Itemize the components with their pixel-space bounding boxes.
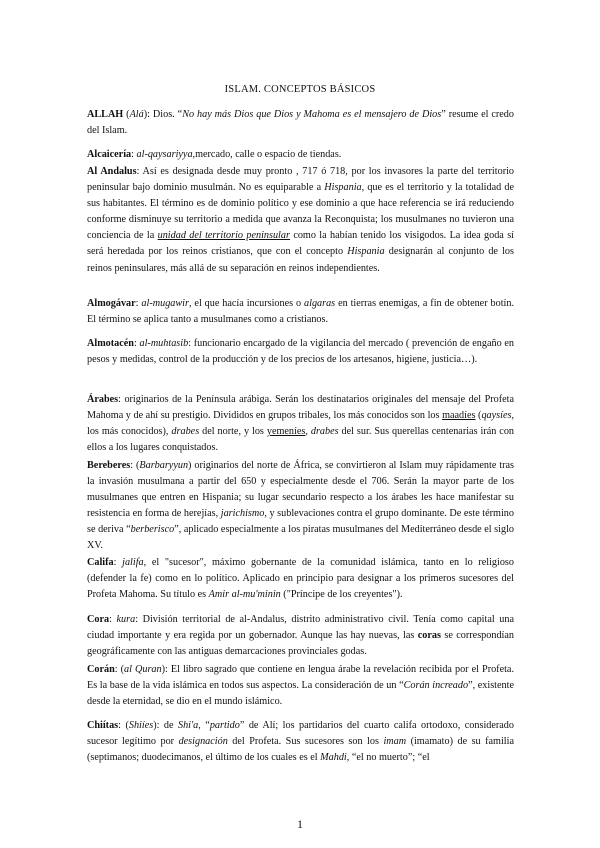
entry-almotacen: Almotacén: al-muhtasib: funcionario encargado de la vigilancia del mercado ( prevención de engaño en pesos y medidas, control de la producción y de los precios de los artesanos, higiene, justicia…). [87,338,514,366]
entry-chiitas: Chiítas: (Shiíes): de Shi'a, “partido” de Alí; los partidarios del cuarto califa ortodoxo, considerado sucesor legítimo por designación del Profeta. Sus sucesores son los imam (imamato) de su familia (septimanos; duodecimanos, el último de los cuales es el Mahdi, “el no muerto”; “el [87,720,514,764]
entry-allah: ALLAH (Alá): Dios. “No hay más Dios que Dios y Mahoma es el mensajero de Dios” resume el credo del Islam. [87,109,514,137]
term-coran: Corán [87,664,115,675]
entry-alcaiceria: Alcaicería: al-qaysariyya,mercado, calle o espacio de tiendas. [87,149,342,160]
entry-coran: Corán: (al Quran): El libro sagrado que contiene en lengua árabe la revelación recibida por el Profeta. Es la base de la vida islámica en todos sus aspectos. La consideración de un “Corán increado”, existente desde la eternidad, se dio en el mundo islámico. [87,664,514,708]
entry-califa: Califa: jalifa, el "sucesor", máximo gobernante de la comunidad islámica, tanto en lo religioso (defender la fe) como en lo político. Aplicado en principio para designar a los primeros sucesores del Profeta Mahoma. Su título es Amir al-mu'minin ("Príncipe de los creyentes"). [87,557,514,601]
entry-bereberes: Bereberes: (Barbaryyun) originarios del norte de África, se convirtieron al Islam muy rápidamente tras la invasión musulmana a partir del 650 y especialmente desde el 706. Serán la mayor parte de los musulmanes que entren en Hispania; su lugar secundario respecto a los árabes les hace manifestar su resistencia en forma de herejías, jarichismo, y sublevaciones contra el grupo dominante. De este término se deriva “berberisco”, aplicado especialmente a los piratas musulmanes del Mediterráneo desde el siglo XV. [87,460,514,552]
term-califa: Califa [87,557,114,568]
term-cora: Cora [87,614,110,625]
term-al-andalus: Al Andalus [87,166,137,177]
entry-arabes: Árabes: originarios de la Península arábiga. Serán los destinatarios originales del mensaje del Profeta Mahoma y de ahí su prestigio. Divididos en grupos tribales, los más conocidos son los maadíes (qaysíes, los más conocidos), drabes del norte, y los yemeníes, drabes del sur. Sus querellas centenarias irán con ellos a los lugares conquistados. [87,394,515,454]
term-allah: ALLAH [87,109,124,120]
term-almotacen: Almotacén [87,338,134,349]
page-title: ISLAM. CONCEPTOS BÁSICOS [224,84,376,95]
term-arabes: Árabes [87,394,119,405]
entry-cora: Cora: kura: División territorial de al-Andalus, distrito administrativo civil. Tenía como capital una ciudad importante y era regida por un gobernador. Aunque las hay nuevas, las coras se correspondían geográficamente con las antiguas demarcaciones provinciales godas. [87,614,514,658]
term-almogavar: Almogávar [87,298,136,309]
entry-almogavar: Almogávar: al-mugawir, el que hacía incursiones o algaras en tierras enemigas, a fin de obtener botín. El término se aplica tanto a musulmanes como a cristianos. [87,298,514,326]
entry-al-andalus: Al Andalus: Así es designada desde muy pronto , 717 ó 718, por los invasores la parte del territorio peninsular bajo dominio musulmán. No es equiparable a Hispania, que es el territorio y la totalidad de sus habitantes. El término es de dominio político y ese dominio a que hace referencia se irá reduciendo conforme disminuye su territorio a medida que avanza la Reconquista; los musulmanes no tuvieron una conciencia de la unidad del territorio peninsular como la habían tenido los visigodos. La idea goda sí será heredada por los reinos cristianos, que con el concepto Hispania designarán al conjunto de los reinos peninsulares, más allá de su separación en reinos independientes. [87,166,515,274]
page-number: 1 [297,817,303,831]
term-chiitas: Chiítas [87,720,119,731]
term-bereberes: Bereberes [87,460,131,471]
term-alcaiceria: Alcaicería [87,149,132,160]
